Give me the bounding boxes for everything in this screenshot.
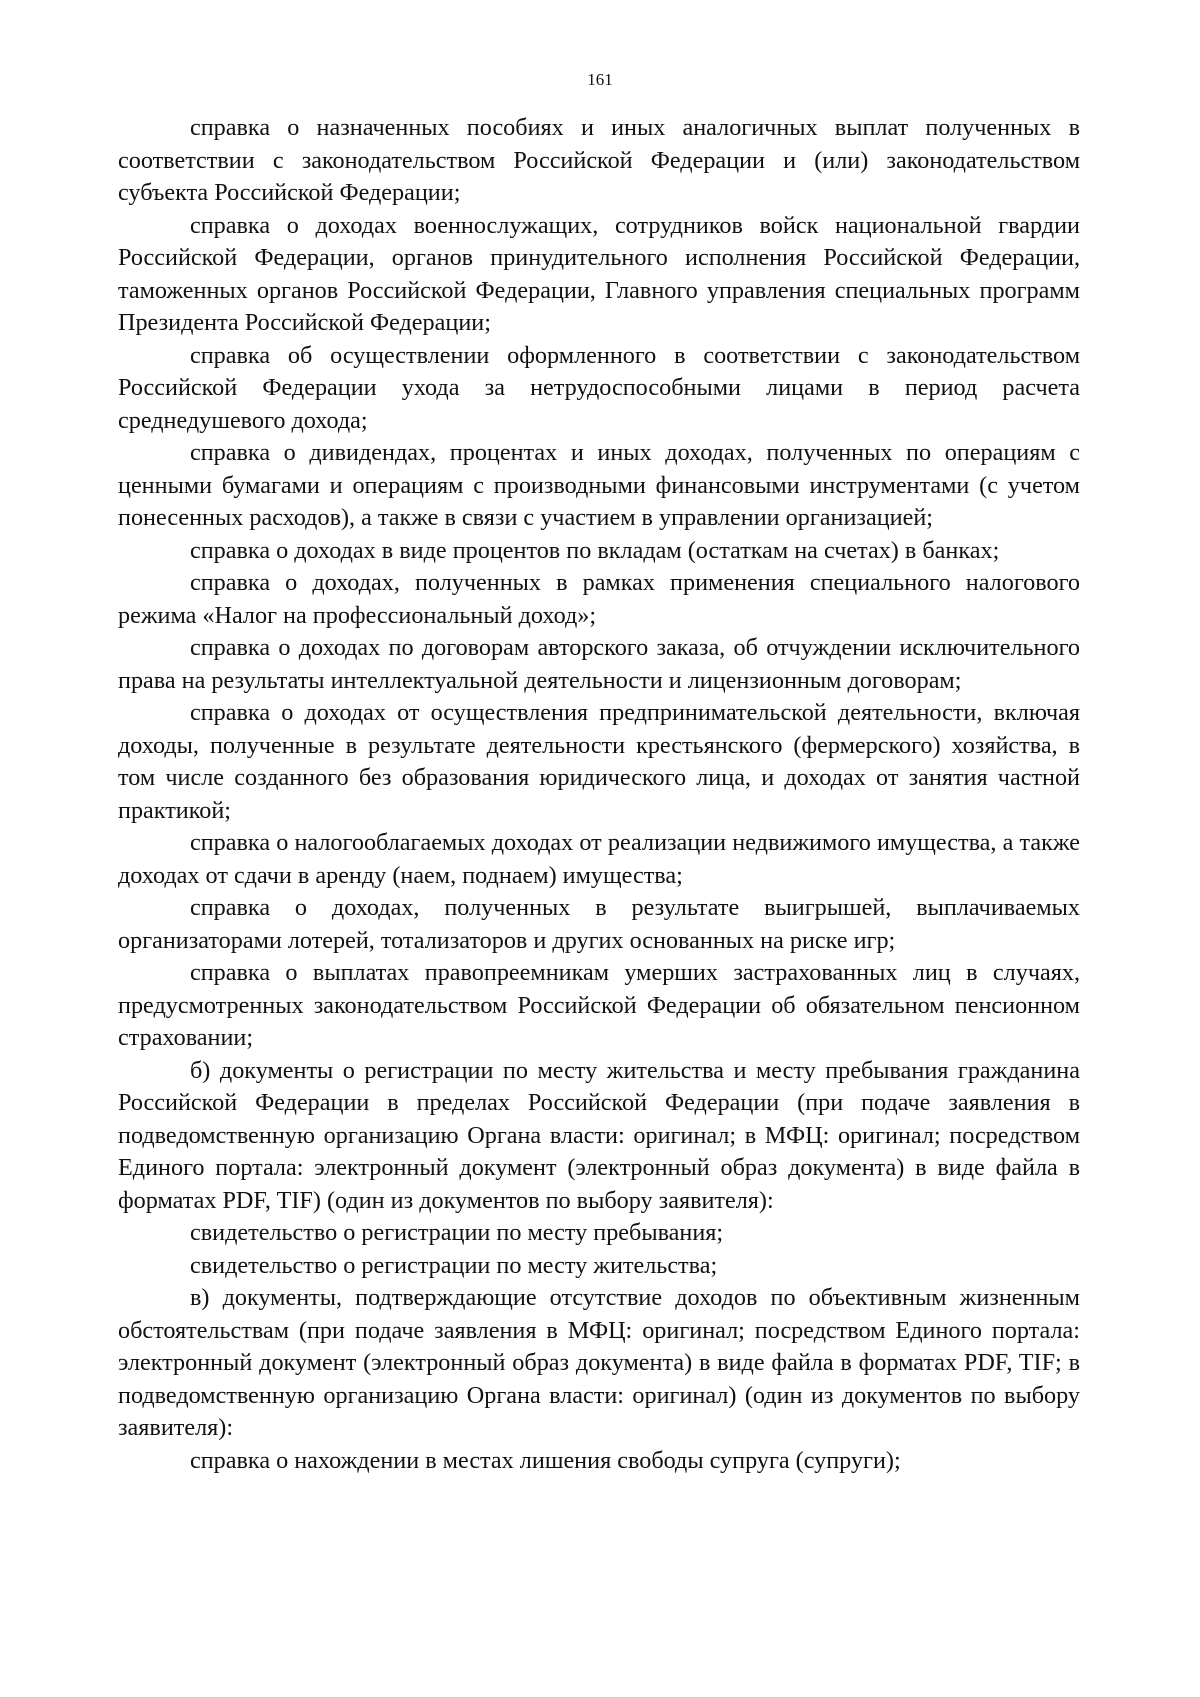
paragraph: справка о выплатах правопреемникам умерших застрахованных лиц в случаях, предусмотренных законодательством Российской Федерации об обязательном пенсионном страховании;: [118, 959, 1080, 1051]
paragraph: справка о доходах от осуществления предпринимательской деятельности, включая доходы, полученные в результате деятельности крестьянского (фермерского) хозяйства, в том числе созданного без образования юридического лица, и доходах от занятия частной практикой;: [118, 699, 1080, 824]
document-body: [118, 112, 1080, 1477]
paragraph: справка о доходах по договорам авторского заказа, об отчуждении исключительного права на результаты интеллектуальной деятельности и лицензионным договорам;: [118, 634, 1080, 694]
paragraph: справка о дивидендах, процентах и иных доходах, полученных по операциям с ценными бумагами и операциям с производными финансовыми инструментами (с учетом понесенных расходов), а также в связи с участием в управлении организацией;: [118, 439, 1080, 531]
page-number: 161: [587, 70, 613, 89]
paragraph: справка о нахождении в местах лишения свободы супруга (супруги);: [190, 1446, 901, 1474]
paragraph: свидетельство о регистрации по месту жительства;: [190, 1251, 718, 1279]
paragraph: справка о назначенных пособиях и иных аналогичных выплат полученных в соответствии с законодательством Российской Федерации и (или) законодательством субъекта Российской Федерации;: [118, 114, 1080, 206]
paragraph: справка о доходах, полученных в результате выигрышей, выплачиваемых организаторами лотерей, тотализаторов и других основанных на риске игр;: [118, 894, 1080, 954]
paragraph: в) документы, подтверждающие отсутствие доходов по объективным жизненным обстоятельствам (при подаче заявления в МФЦ: оригинал; посредством Единого портала: электронный документ (электронный образ документа) в виде файла в форматах PDF, TIF; в подведомственную организацию Органа власти: оригинал) (один из документов по выбору заявителя):: [118, 1284, 1080, 1441]
paragraph: справка о доходах военнослужащих, сотрудников войск национальной гвардии Российской Федерации, органов принудительного исполнения Российской Федерации, таможенных органов Российской Федерации, Главного управления специальных программ Президента Российской Федерации;: [118, 211, 1080, 336]
paragraph: б) документы о регистрации по месту жительства и месту пребывания гражданина Российской Федерации в пределах Российской Федерации (при подаче заявления в подведомственную организацию Органа власти: оригинал; в МФЦ: оригинал; посредством Единого портала: электронный документ (электронный образ документа) в виде файла в форматах PDF, TIF) (один из документов по выбору заявителя):: [118, 1056, 1080, 1214]
paragraph: справка о налогооблагаемых доходах от реализации недвижимого имущества, а также доходах от сдачи в аренду (наем, поднаем) имущества;: [118, 829, 1080, 889]
paragraph: справка о доходах в виде процентов по вкладам (остаткам на счетах) в банках;: [190, 536, 1000, 564]
paragraph: справка о доходах, полученных в рамках применения специального налогового режима «Налог на профессиональный доход»;: [118, 569, 1080, 629]
paragraph: справка об осуществлении оформленного в соответствии с законодательством Российской Федерации ухода за нетрудоспособными лицами в период расчета среднедушевого дохода;: [118, 341, 1080, 434]
paragraph: свидетельство о регистрации по месту пребывания;: [190, 1219, 724, 1246]
